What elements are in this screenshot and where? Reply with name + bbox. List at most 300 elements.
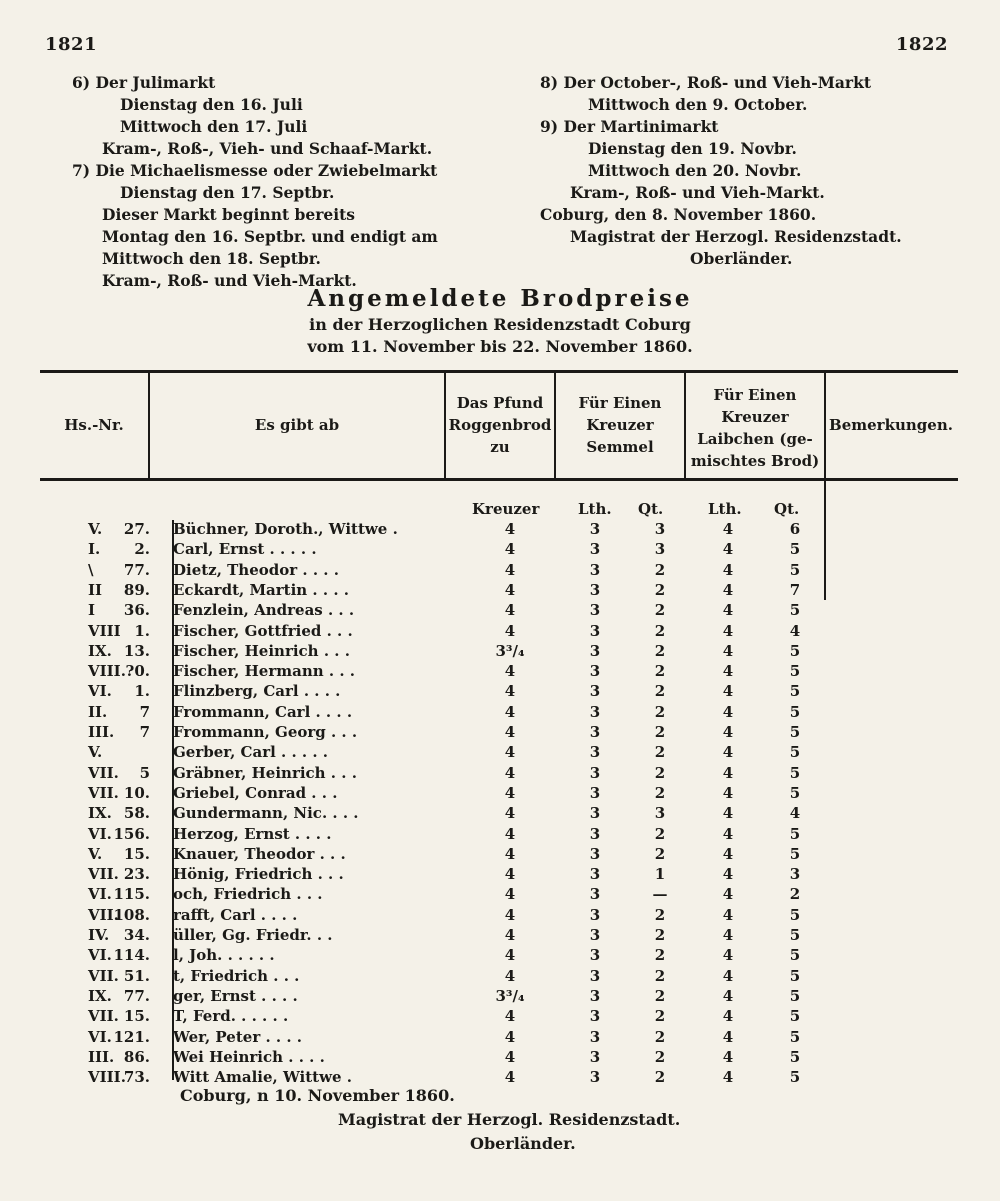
heading-line-2: vom 11. November bis 22. November 1860. <box>307 337 693 356</box>
row-laibchen-lot: 4 <box>722 540 734 559</box>
row-laibchen-quentchen: 4 <box>789 804 801 823</box>
row-baker-name: Dietz, Theodor . . . . <box>173 560 339 579</box>
table-row <box>40 581 958 603</box>
row-semmel-quentchen: 2 <box>654 1027 666 1046</box>
row-laibchen-lot: 4 <box>722 520 734 538</box>
row-laibchen-quentchen: 5 <box>789 540 801 559</box>
row-laibchen-lot: 4 <box>722 783 734 802</box>
market-heading: 8) Der October-, Roß- und Vieh-Markt <box>540 73 871 92</box>
footer-authority: Magistrat der Herzogl. Residenzstadt. <box>338 1110 681 1129</box>
table-row <box>40 804 958 826</box>
market-line: Kram-, Roß- und Vieh-Markt. <box>102 271 357 290</box>
row-rye-bread-price: 4 <box>504 885 516 904</box>
row-laibchen-quentchen: 5 <box>789 986 801 1005</box>
row-semmel-quentchen: 2 <box>654 824 666 843</box>
row-semmel-quentchen: 2 <box>654 682 666 701</box>
notice-authority: Magistrat der Herzogl. Residenzstadt. <box>570 227 902 246</box>
row-laibchen-lot: 4 <box>722 662 734 681</box>
row-semmel-lot: 3 <box>589 702 601 721</box>
row-house-number: 1. <box>134 621 150 640</box>
row-semmel-lot: 3 <box>589 682 601 701</box>
row-semmel-quentchen: 2 <box>654 763 666 782</box>
unit-lot: Lth. <box>708 500 742 518</box>
row-baker-name: Eckardt, Martin . . . . <box>173 580 349 599</box>
header-line: zu <box>490 438 510 456</box>
row-baker-name: Herzog, Ernst . . . . <box>173 824 332 843</box>
row-semmel-lot: 3 <box>589 804 601 823</box>
row-rye-bread-price: 3³/₄ <box>495 986 525 1005</box>
market-dates-left-column <box>72 72 512 292</box>
table-row <box>40 540 958 562</box>
row-laibchen-lot: 4 <box>722 804 734 823</box>
market-line: Mittwoch den 9. October. <box>588 95 808 114</box>
row-laibchen-lot: 4 <box>722 885 734 904</box>
unit-quentchen: Qt. <box>638 500 664 518</box>
header-line: Kreuzer <box>586 416 654 434</box>
row-house-section: VIII. <box>88 662 126 681</box>
row-laibchen-lot: 4 <box>722 682 734 701</box>
row-laibchen-quentchen: 7 <box>789 580 801 599</box>
row-house-number: 13. <box>123 641 150 660</box>
row-laibchen-quentchen: 5 <box>789 966 801 985</box>
row-semmel-lot: 3 <box>589 865 601 884</box>
table-row <box>40 946 958 968</box>
row-semmel-lot: 3 <box>589 763 601 782</box>
row-house-section: III. <box>88 723 115 741</box>
row-baker-name: Büchner, Doroth., Wittwe . <box>173 520 398 538</box>
row-laibchen-lot: 4 <box>722 966 734 985</box>
row-house-section: VII. <box>88 763 119 782</box>
table-row <box>40 520 958 542</box>
row-laibchen-quentchen: 6 <box>789 520 801 538</box>
market-line: Dieser Markt beginnt bereits <box>102 205 356 224</box>
row-laibchen-quentchen: 5 <box>789 560 801 579</box>
row-laibchen-quentchen: 5 <box>789 824 801 843</box>
table-row <box>40 662 958 684</box>
row-laibchen-quentchen: 5 <box>789 1047 801 1066</box>
row-rye-bread-price: 4 <box>504 540 516 559</box>
market-line: Montag den 16. Septbr. und endigt am <box>102 227 438 246</box>
unit-kreuzer: Kreuzer <box>472 500 540 518</box>
row-house-section: I <box>88 601 96 620</box>
row-house-number: 7 <box>139 702 150 721</box>
row-semmel-quentchen: 2 <box>654 723 666 741</box>
table-row <box>40 1028 958 1050</box>
row-baker-name: Frommann, Carl . . . . <box>173 702 353 721</box>
row-baker-name: ger, Ernst . . . . <box>173 986 298 1005</box>
row-rye-bread-price: 4 <box>504 946 516 965</box>
row-laibchen-quentchen: 5 <box>789 905 801 924</box>
row-baker-name: T, Ferd. . . . . . <box>173 1007 289 1026</box>
notice-date: Coburg, den 8. November 1860. <box>540 205 817 224</box>
row-rye-bread-price: 4 <box>504 783 516 802</box>
row-semmel-quentchen: 3 <box>654 540 666 559</box>
row-house-section: III. <box>88 1047 115 1066</box>
row-house-number: 108. <box>113 905 150 924</box>
row-rye-bread-price: 4 <box>504 682 516 701</box>
row-baker-name: Carl, Ernst . . . . . <box>173 540 317 559</box>
row-house-number: 156. <box>113 824 150 843</box>
row-house-number: ?0. <box>125 662 150 681</box>
row-semmel-quentchen: 2 <box>654 946 666 965</box>
unit-lot: Lth. <box>578 500 612 518</box>
row-house-section: VII. <box>88 865 119 884</box>
row-house-number: 1. <box>134 682 150 701</box>
row-baker-name: och, Friedrich . . . <box>173 885 323 904</box>
row-laibchen-lot: 4 <box>722 986 734 1005</box>
row-house-number: 115. <box>113 885 150 904</box>
row-house-section: VI. <box>88 946 112 965</box>
row-laibchen-quentchen: 5 <box>789 682 801 701</box>
row-semmel-lot: 3 <box>589 905 601 924</box>
table-row <box>40 682 958 704</box>
row-rye-bread-price: 4 <box>504 844 516 863</box>
row-laibchen-quentchen: 3 <box>789 865 801 884</box>
table-row <box>40 865 958 887</box>
row-semmel-quentchen: 2 <box>654 641 666 660</box>
market-line: Dienstag den 19. Novbr. <box>588 139 797 158</box>
row-laibchen-lot: 4 <box>722 641 734 660</box>
row-house-section: VIII. <box>88 1068 126 1087</box>
row-house-section: II <box>88 580 103 599</box>
row-semmel-lot: 3 <box>589 662 601 681</box>
row-laibchen-lot: 4 <box>722 1068 734 1087</box>
header-line: Semmel <box>586 438 654 456</box>
row-semmel-quentchen: 2 <box>654 905 666 924</box>
row-semmel-quentchen: 2 <box>654 601 666 620</box>
row-house-number: 7 <box>139 723 150 741</box>
row-baker-name: Griebel, Conrad . . . <box>173 783 338 802</box>
row-rye-bread-price: 4 <box>504 601 516 620</box>
table-row <box>40 784 958 806</box>
row-laibchen-quentchen: 5 <box>789 743 801 762</box>
row-semmel-lot: 3 <box>589 986 601 1005</box>
row-laibchen-quentchen: 5 <box>789 1068 801 1087</box>
row-baker-name: Fischer, Heinrich . . . <box>173 641 350 660</box>
row-house-number: 10. <box>123 783 150 802</box>
row-semmel-quentchen: 2 <box>654 926 666 944</box>
row-baker-name: t, Friedrich . . . <box>173 966 300 985</box>
header-line: mischtes Brod) <box>690 452 820 470</box>
row-semmel-quentchen: 2 <box>654 560 666 579</box>
page-number-left: 1821 <box>45 34 98 55</box>
row-rye-bread-price: 4 <box>504 966 516 985</box>
table-row <box>40 601 958 623</box>
row-laibchen-quentchen: 5 <box>789 946 801 965</box>
page-number-right: 1822 <box>895 34 948 55</box>
row-house-number: 36. <box>123 601 150 620</box>
row-laibchen-lot: 4 <box>722 946 734 965</box>
row-semmel-quentchen: 2 <box>654 702 666 721</box>
table-row <box>40 1007 958 1029</box>
row-house-section: VIII <box>88 621 121 640</box>
row-semmel-lot: 3 <box>589 580 601 599</box>
row-laibchen-quentchen: 5 <box>789 783 801 802</box>
row-baker-name: Gerber, Carl . . . . . <box>173 743 329 762</box>
row-laibchen-lot: 4 <box>722 905 734 924</box>
table-row <box>40 845 958 867</box>
table-row <box>40 743 958 765</box>
header-line: Das Pfund <box>456 394 544 412</box>
row-baker-name: üller, Gg. Friedr. . . <box>173 926 333 944</box>
header-semmel <box>556 392 684 458</box>
row-house-section: VII. <box>88 966 119 985</box>
row-semmel-lot: 3 <box>589 1047 601 1066</box>
table-header-rule <box>40 478 958 481</box>
row-semmel-lot: 3 <box>589 621 601 640</box>
table-row <box>40 703 958 725</box>
row-laibchen-lot: 4 <box>722 844 734 863</box>
row-rye-bread-price: 3³/₄ <box>495 641 525 660</box>
row-house-section: VI. <box>88 682 112 701</box>
row-semmel-quentchen: 2 <box>654 1007 666 1026</box>
row-house-section: \ <box>88 560 94 579</box>
row-rye-bread-price: 4 <box>504 865 516 884</box>
row-semmel-quentchen: 3 <box>654 520 666 538</box>
row-house-number: 86. <box>123 1047 150 1066</box>
row-laibchen-quentchen: 5 <box>789 662 801 681</box>
row-laibchen-quentchen: 4 <box>789 621 801 640</box>
row-rye-bread-price: 4 <box>504 621 516 640</box>
table-row <box>40 723 958 745</box>
market-line: Mittwoch den 18. Septbr. <box>102 249 321 268</box>
row-semmel-lot: 3 <box>589 743 601 762</box>
table-row <box>40 885 958 907</box>
row-baker-name: Gundermann, Nic. . . . <box>173 804 359 823</box>
row-semmel-quentchen: 3 <box>654 804 666 823</box>
row-semmel-lot: 3 <box>589 783 601 802</box>
row-laibchen-lot: 4 <box>722 621 734 640</box>
row-baker-name: Fischer, Gottfried . . . <box>173 621 353 640</box>
table-row <box>40 561 958 583</box>
row-baker-name: Witt Amalie, Wittwe . <box>173 1068 353 1087</box>
row-semmel-quentchen: — <box>652 885 668 904</box>
row-rye-bread-price: 4 <box>504 702 516 721</box>
table-top-rule <box>40 370 958 373</box>
row-house-section: VI. <box>88 885 112 904</box>
row-house-section: II. <box>88 702 108 721</box>
header-remarks: Bemerkungen. <box>829 416 953 434</box>
table-row <box>40 967 958 989</box>
row-semmel-quentchen: 2 <box>654 844 666 863</box>
row-house-number: 34. <box>123 926 150 944</box>
row-house-section: VI. <box>88 824 112 843</box>
header-line: Für Einen <box>578 394 662 412</box>
row-semmel-quentchen: 2 <box>654 1068 666 1087</box>
row-laibchen-quentchen: 5 <box>789 1027 801 1046</box>
row-laibchen-lot: 4 <box>722 580 734 599</box>
row-rye-bread-price: 4 <box>504 723 516 741</box>
row-rye-bread-price: 4 <box>504 1007 516 1026</box>
table-row <box>40 906 958 928</box>
row-semmel-lot: 3 <box>589 1068 601 1087</box>
header-name: Es gibt ab <box>254 416 340 434</box>
market-line: Dienstag den 16. Juli <box>120 95 303 114</box>
row-laibchen-quentchen: 5 <box>789 702 801 721</box>
row-laibchen-lot: 4 <box>722 824 734 843</box>
row-laibchen-quentchen: 5 <box>789 641 801 660</box>
row-house-number: 77. <box>123 560 150 579</box>
bread-prices-heading <box>0 284 1000 358</box>
market-line: Mittwoch den 17. Juli <box>120 117 308 136</box>
row-rye-bread-price: 4 <box>504 662 516 681</box>
header-house-number: Hs.-Nr. <box>64 416 124 434</box>
header-line: Laibchen (ge- <box>697 430 813 448</box>
row-semmel-lot: 3 <box>589 601 601 620</box>
row-semmel-quentchen: 2 <box>654 783 666 802</box>
row-semmel-quentchen: 2 <box>654 580 666 599</box>
row-rye-bread-price: 4 <box>504 743 516 762</box>
row-laibchen-lot: 4 <box>722 1007 734 1026</box>
row-house-section: VII. <box>88 905 119 924</box>
row-house-number: 51. <box>123 966 150 985</box>
market-line: Kram-, Roß- und Vieh-Markt. <box>570 183 825 202</box>
row-house-section: V. <box>88 743 103 762</box>
row-baker-name: Wei Heinrich . . . . <box>173 1047 325 1066</box>
row-laibchen-lot: 4 <box>722 723 734 741</box>
row-rye-bread-price: 4 <box>504 763 516 782</box>
row-baker-name: l, Joh. . . . . . <box>173 946 275 965</box>
row-laibchen-quentchen: 5 <box>789 844 801 863</box>
row-rye-bread-price: 4 <box>504 905 516 924</box>
row-rye-bread-price: 4 <box>504 1027 516 1046</box>
header-laibchen <box>686 384 824 472</box>
row-rye-bread-price: 4 <box>504 824 516 843</box>
table-row <box>40 825 958 847</box>
row-house-section: VII. <box>88 1007 119 1026</box>
row-laibchen-quentchen: 5 <box>789 723 801 741</box>
unit-quentchen: Qt. <box>774 500 800 518</box>
header-line: Für Einen <box>713 386 797 404</box>
footer-date: Coburg, n 10. November 1860. <box>180 1086 455 1105</box>
row-semmel-lot: 3 <box>589 946 601 965</box>
row-semmel-lot: 3 <box>589 560 601 579</box>
row-house-number: 89. <box>123 580 150 599</box>
row-house-number: 73. <box>123 1068 150 1087</box>
row-baker-name: Gräbner, Heinrich . . . <box>173 763 357 782</box>
market-heading: 9) Der Martinimarkt <box>540 117 719 136</box>
row-baker-name: Wer, Peter . . . . <box>173 1027 302 1046</box>
row-baker-name: Flinzberg, Carl . . . . <box>173 682 341 701</box>
table-row <box>40 987 958 1009</box>
row-laibchen-quentchen: 5 <box>789 1007 801 1026</box>
row-semmel-quentchen: 2 <box>654 743 666 762</box>
header-pound-rye-bread <box>446 392 554 458</box>
row-semmel-lot: 3 <box>589 520 601 538</box>
row-laibchen-quentchen: 5 <box>789 926 801 944</box>
row-house-section: IV. <box>88 926 110 944</box>
row-house-number: 2. <box>134 540 150 559</box>
row-house-section: IX. <box>88 804 112 823</box>
row-semmel-lot: 3 <box>589 1027 601 1046</box>
header-line: Roggenbrod <box>448 416 552 434</box>
row-laibchen-quentchen: 2 <box>789 885 801 904</box>
row-house-section: I. <box>88 540 101 559</box>
row-semmel-lot: 3 <box>589 1007 601 1026</box>
row-rye-bread-price: 4 <box>504 580 516 599</box>
row-house-section: VI. <box>88 1027 112 1046</box>
market-line: Mittwoch den 20. Novbr. <box>588 161 802 180</box>
header-line: Kreuzer <box>721 408 789 426</box>
row-rye-bread-price: 4 <box>504 560 516 579</box>
row-house-number: 121. <box>113 1027 150 1046</box>
row-rye-bread-price: 4 <box>504 1068 516 1087</box>
row-laibchen-lot: 4 <box>722 1027 734 1046</box>
row-house-number: 5 <box>139 763 150 782</box>
row-laibchen-lot: 4 <box>722 926 734 944</box>
row-house-section: VII. <box>88 783 119 802</box>
row-laibchen-lot: 4 <box>722 560 734 579</box>
table-row <box>40 642 958 664</box>
row-rye-bread-price: 4 <box>504 926 516 944</box>
row-laibchen-lot: 4 <box>722 763 734 782</box>
row-semmel-lot: 3 <box>589 641 601 660</box>
row-semmel-lot: 3 <box>589 540 601 559</box>
row-rye-bread-price: 4 <box>504 1047 516 1066</box>
row-semmel-quentchen: 2 <box>654 966 666 985</box>
notice-signature: Oberländer. <box>690 249 793 268</box>
row-baker-name: rafft, Carl . . . . <box>173 905 298 924</box>
heading-title: Angemeldete Brodpreise <box>307 285 693 312</box>
row-rye-bread-price: 4 <box>504 520 516 538</box>
market-dates-right-column <box>540 72 940 270</box>
row-semmel-lot: 3 <box>589 824 601 843</box>
row-rye-bread-price: 4 <box>504 804 516 823</box>
row-house-section: IX. <box>88 641 112 660</box>
row-laibchen-quentchen: 5 <box>789 763 801 782</box>
row-baker-name: Fischer, Hermann . . . <box>173 662 355 681</box>
row-semmel-lot: 3 <box>589 723 601 741</box>
row-semmel-lot: 3 <box>589 966 601 985</box>
row-house-number: 77. <box>123 986 150 1005</box>
heading-line-1: in der Herzoglichen Residenzstadt Coburg <box>309 315 691 334</box>
row-baker-name: Frommann, Georg . . . <box>173 723 358 741</box>
row-semmel-quentchen: 2 <box>654 986 666 1005</box>
row-semmel-quentchen: 2 <box>654 1047 666 1066</box>
table-row <box>40 622 958 644</box>
market-heading: 6) Der Julimarkt <box>72 73 216 92</box>
row-house-number: 114. <box>113 946 150 965</box>
row-laibchen-lot: 4 <box>722 601 734 620</box>
footer-signature: Oberländer. <box>470 1134 576 1153</box>
row-laibchen-quentchen: 5 <box>789 601 801 620</box>
row-house-number: 58. <box>123 804 150 823</box>
row-house-number: 15. <box>123 1007 150 1026</box>
row-baker-name: Knauer, Theodor . . . <box>173 844 346 863</box>
row-laibchen-lot: 4 <box>722 743 734 762</box>
row-laibchen-lot: 4 <box>722 702 734 721</box>
table-row <box>40 926 958 948</box>
row-house-number: 23. <box>123 865 150 884</box>
row-semmel-lot: 3 <box>589 844 601 863</box>
row-baker-name: Fenzlein, Andreas . . . <box>173 601 355 620</box>
row-baker-name: Hönig, Friedrich . . . <box>173 865 344 884</box>
row-semmel-lot: 3 <box>589 885 601 904</box>
row-laibchen-lot: 4 <box>722 865 734 884</box>
row-house-section: V. <box>88 520 103 538</box>
table-row <box>40 764 958 786</box>
table-row <box>40 1068 958 1090</box>
row-semmel-lot: 3 <box>589 926 601 944</box>
row-semmel-quentchen: 2 <box>654 621 666 640</box>
row-laibchen-lot: 4 <box>722 1047 734 1066</box>
row-house-number: 27. <box>123 520 150 538</box>
market-heading: 7) Die Michaelismesse oder Zwiebelmarkt <box>72 161 438 180</box>
row-house-number: 15. <box>123 844 150 863</box>
table-row <box>40 1048 958 1070</box>
market-line: Dienstag den 17. Septbr. <box>120 183 335 202</box>
row-semmel-quentchen: 1 <box>654 865 666 884</box>
